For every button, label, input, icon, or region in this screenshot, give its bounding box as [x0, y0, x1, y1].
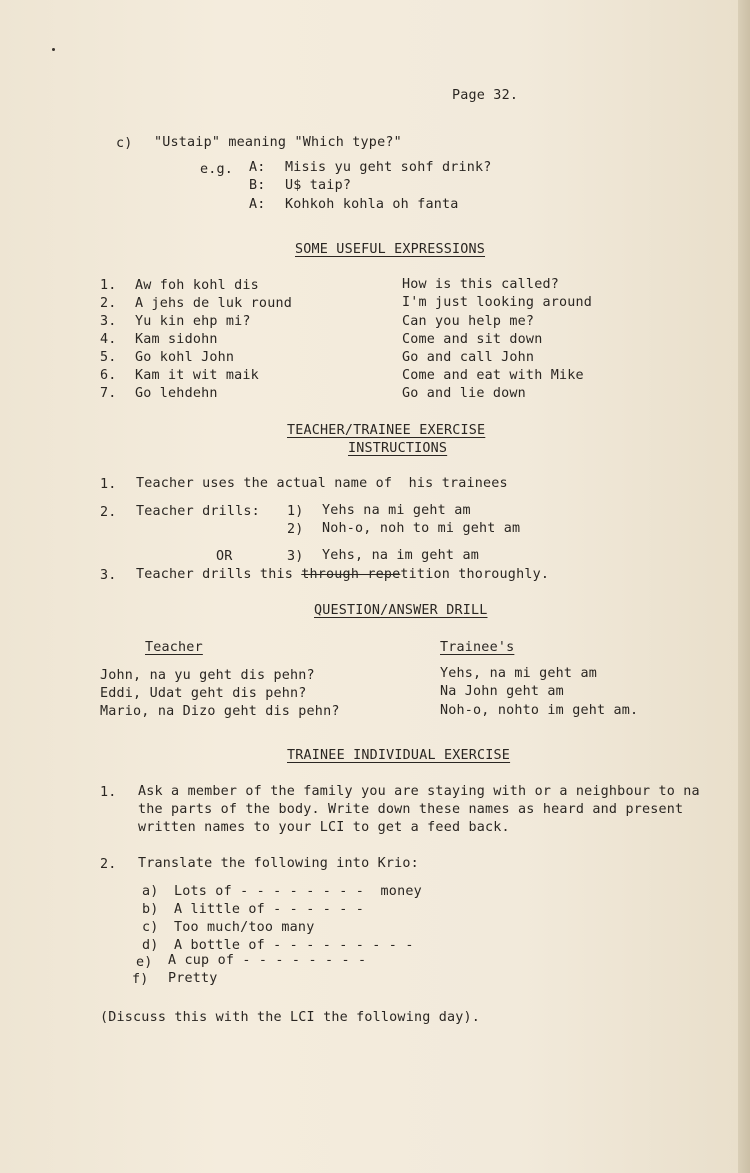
dialogue-speaker: A: [249, 197, 266, 212]
expression-english: Go and lie down [402, 386, 526, 401]
expression-number: 7. [100, 386, 117, 401]
exercise-line: written names to your LCI to get a feed back. [138, 820, 510, 835]
translate-letter: d) [142, 938, 159, 953]
speck [52, 48, 55, 51]
individual-exercise-heading: TRAINEE INDIVIDUAL EXERCISE [287, 748, 511, 763]
translate-letter: e) [136, 955, 153, 970]
instruction-text-post: tition thoroughly. [400, 567, 550, 582]
expression-krio: Kam it wit maik [135, 368, 259, 383]
qa-answer: Noh-o, nohto im geht am. [440, 703, 639, 718]
instruction-number: 2. [100, 505, 117, 520]
expression-number: 4. [100, 332, 117, 347]
exercise-line: Translate the following into Krio: [138, 856, 419, 871]
qa-answer: Yehs, na mi geht am [440, 666, 597, 681]
qa-answer: Na John geht am [440, 684, 564, 699]
qa-question: John, na yu geht dis pehn? [100, 668, 315, 683]
qa-question: Mario, na Dizo geht dis pehn? [100, 704, 340, 719]
expression-english: Come and eat with Mike [402, 368, 584, 383]
discussion-note: (Discuss this with the LCI the following day). [100, 1010, 481, 1025]
drill-text: Yehs, na im geht am [322, 548, 479, 563]
exercise-number: 2. [100, 857, 117, 872]
trainee-column-header: Trainee's [440, 640, 515, 655]
expression-english: I'm just looking around [402, 295, 593, 310]
eg-label: e.g. [200, 162, 234, 177]
translate-letter: a) [142, 884, 159, 899]
expression-krio: Go kohl John [135, 350, 235, 365]
expression-english: How is this called? [402, 277, 559, 292]
instruction-text [136, 567, 549, 583]
dialogue-line: Kohkoh kohla oh fanta [285, 197, 459, 212]
translate-item: A bottle of - - - - - - - - - [174, 938, 414, 953]
translate-item: A cup of - - - - - - - - [168, 953, 367, 968]
expression-krio: Go lehdehn [135, 386, 218, 401]
instruction-text: Teacher uses the actual name of his trainees [136, 476, 508, 491]
instruction-number: 3. [100, 568, 117, 583]
teacher-column-header: Teacher [145, 640, 203, 655]
translate-item: Lots of - - - - - - - - money [174, 884, 422, 899]
or-label: OR [216, 549, 233, 564]
drill-number: 2) [287, 522, 304, 537]
drill-number: 1) [287, 504, 304, 519]
dialogue-speaker: B: [249, 178, 266, 193]
instruction-text: Teacher drills: [136, 504, 260, 519]
expression-krio: Aw foh kohl dis [135, 278, 259, 293]
translate-item: Pretty [168, 971, 218, 986]
expression-krio: Yu kin ehp mi? [135, 314, 251, 329]
expression-english: Can you help me? [402, 314, 535, 329]
instruction-text-pre: Teacher drills this [136, 567, 302, 582]
section-c-label: c) [116, 136, 133, 151]
expression-number: 1. [100, 278, 117, 293]
translate-letter: f) [132, 972, 149, 987]
translate-letter: b) [142, 902, 159, 917]
expression-number: 3. [100, 314, 117, 329]
qa-drill-heading: QUESTION/ANSWER DRILL [314, 603, 488, 618]
expression-number: 6. [100, 368, 117, 383]
drill-text: Noh-o, noh to mi geht am [322, 521, 521, 536]
expression-english: Go and call John [402, 350, 535, 365]
instruction-text-struck: through repe [301, 567, 401, 582]
dialogue-speaker: A: [249, 160, 266, 175]
dialogue-line: U$ taip? [285, 178, 352, 193]
page-edge [738, 0, 750, 1173]
qa-question: Eddi, Udat geht dis pehn? [100, 686, 307, 701]
section-c-title: "Ustaip" meaning "Which type?" [154, 135, 402, 150]
exercise-heading: TEACHER/TRAINEE EXERCISE [287, 423, 486, 438]
translate-item: A little of - - - - - - [174, 902, 365, 917]
page-number: Page 32. [452, 88, 519, 103]
expression-krio: A jehs de luk round [135, 296, 292, 311]
exercise-line: Ask a member of the family you are staying with or a neighbour to na [138, 784, 700, 799]
expression-english: Come and sit down [402, 332, 543, 347]
translate-letter: c) [142, 920, 159, 935]
drill-text: Yehs na mi geht am [322, 503, 471, 518]
translate-item: Too much/too many [174, 920, 315, 935]
drill-number: 3) [287, 549, 304, 564]
exercise-line: the parts of the body. Write down these names as heard and present [138, 802, 684, 817]
dialogue-line: Misis yu geht sohf drink? [285, 160, 492, 175]
expression-krio: Kam sidohn [135, 332, 218, 347]
instruction-number: 1. [100, 477, 117, 492]
exercise-number: 1. [100, 785, 117, 800]
expression-number: 2. [100, 296, 117, 311]
instructions-heading: INSTRUCTIONS [348, 441, 448, 456]
useful-expressions-heading: SOME USEFUL EXPRESSIONS [295, 242, 486, 257]
expression-number: 5. [100, 350, 117, 365]
